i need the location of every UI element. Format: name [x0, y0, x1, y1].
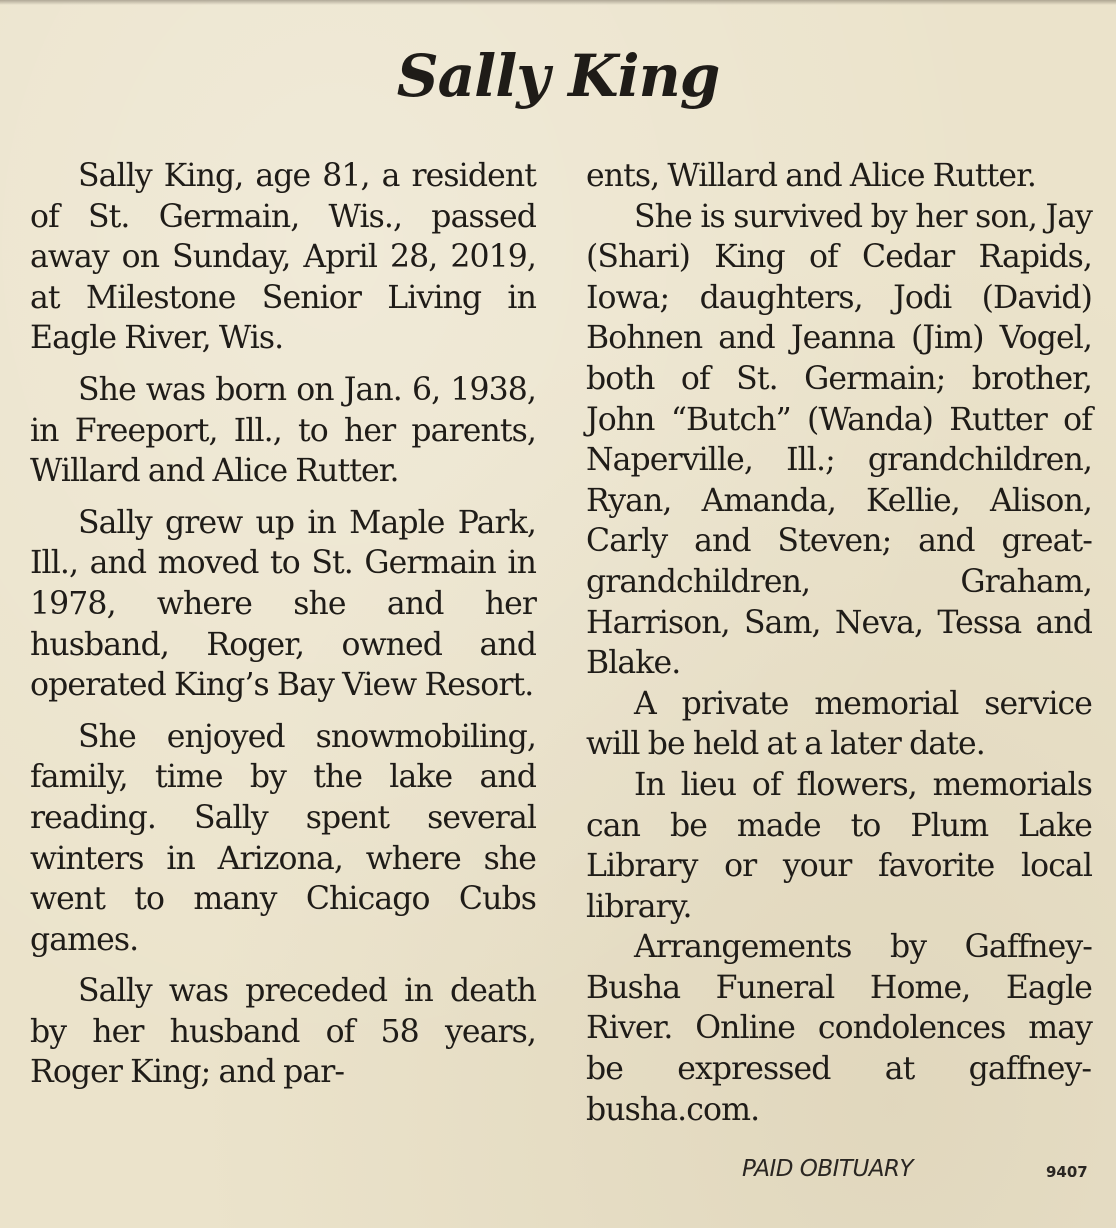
paragraph-service: A private memorial service will be held at a later date. — [586, 685, 1092, 763]
page-top-rule — [0, 0, 1116, 5]
ad-code: 9407 — [1046, 1163, 1088, 1181]
paragraph-preceded: Sally was preceded in death by her husband of 58 years, Roger King; and par- — [30, 973, 536, 1091]
paragraph-survivors: She is survived by her son, Jay (Shari) King of Cedar Rapids, Iowa; daughters, Jodi (David) Bohnen and Jeanna (Jim) Vogel, both of St. Germain; brother, John “Butch” (Wanda) Rutter of Naperville, Ill.; grandchildren, Ryan, Amanda, Kellie, Alison, Carly and Steven; and great-grandchildren, Graham, Harrison, Sam, Neva, Tessa and Blake. — [586, 198, 1092, 682]
paragraph-birth: She was born on Jan. 6, 1938, in Freeport, Ill., to her parents, Willard and Alice Rutter. — [30, 371, 536, 490]
obituary-title: Sally King — [396, 42, 720, 110]
paid-obituary-label: PAID OBITUARY — [742, 1156, 914, 1182]
right-column — [586, 156, 1092, 1130]
paragraph-arrangements: Arrangements by Gaffney-Busha Funeral Home, Eagle River. Online condolences may be expressed at gaffneybusha.com. — [586, 929, 1092, 1128]
paragraph-preceded-continued: ents, Willard and Alice Rutter. — [586, 158, 1036, 194]
paragraph-intro: Sally King, age 81, a resident of St. Germain, Wis., passed away on Sunday, April 28, 2019, at Milestone Senior Living in Eagle River, Wis. — [30, 158, 536, 357]
paragraph-memorials: In lieu of flowers, memorials can be made to Plum Lake Library or your favorite local library. — [586, 766, 1092, 925]
paragraph-hobbies: She enjoyed snowmobiling, family, time by the lake and reading. Sally spent several winters in Arizona, where she went to many Chicago Cubs games. — [30, 718, 536, 958]
left-column — [30, 156, 536, 1104]
paragraph-life: Sally grew up in Maple Park, Ill., and moved to St. Germain in 1978, where she and her husband, Roger, owned and operated King’s Bay View Resort. — [30, 504, 536, 704]
